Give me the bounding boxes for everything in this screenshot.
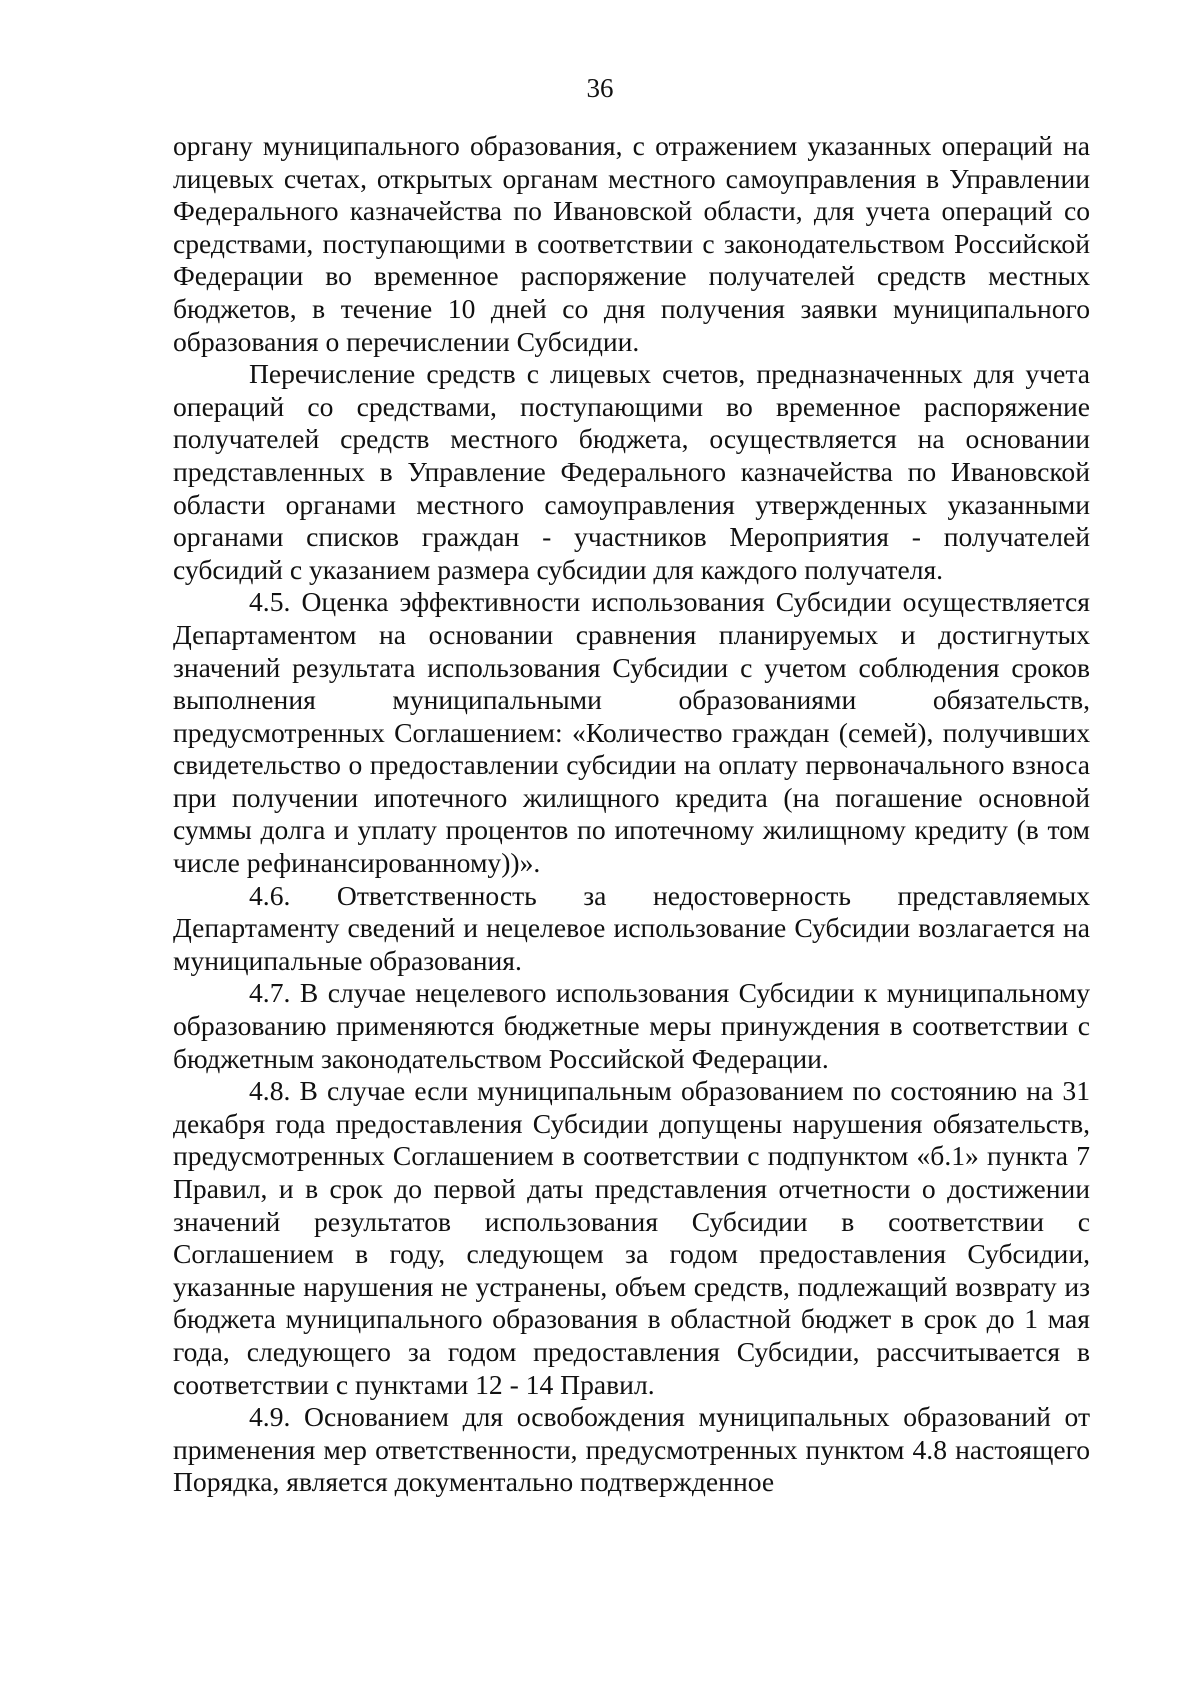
paragraph-4-5: 4.5. Оценка эффективности использования Субсидии осуществляется Департаментом на основании сравнения планируемых и достигнутых значений результата использования Субсидии с учетом соблюдения сроков выполнения муниципальными образованиями обязательств, предусмотренных Соглашением: «Количество граждан (семей), получивших свидетельство о предоставлении субсидии на оплату первоначального взноса при получении ипотечного жилищного кредита (на погашение основной суммы долга и уплату процентов по ипотечному жилищному кредиту (в том числе рефинансированному))».: [173, 586, 1090, 879]
paragraph-4-9: 4.9. Основанием для освобождения муниципальных образований от применения мер ответственности, предусмотренных пунктом 4.8 настоящего Порядка, является документально подтвержденное: [173, 1401, 1090, 1498]
paragraph-4-8: 4.8. В случае если муниципальным образованием по состоянию на 31 декабря года предоставления Субсидии допущены нарушения обязательств, предусмотренных Соглашением в соответствии с подпунктом «б.1» пункта 7 Правил, и в срок до первой даты представления отчетности о достижении значений результатов использования Субсидии в соответствии с Соглашением в году, следующем за годом предоставления Субсидии, указанные нарушения не устранены, объем средств, подлежащий возврату из бюджета муниципального образования в областной бюджет в срок до 1 мая года, следующего за годом предоставления Субсидии, рассчитывается в соответствии с пунктами 12 - 14 Правил.: [173, 1075, 1090, 1400]
paragraph-4-6: 4.6. Ответственность за недостоверность представляемых Департаменту сведений и нецелевое использование Субсидии возлагается на муниципальные образования.: [173, 879, 1090, 976]
paragraph-funds-transfer: Перечисление средств с лицевых счетов, предназначенных для учета операций со средствами, поступающими во временное распоряжение получателей средств местного бюджета, осуществляется на основании представленных в Управление Федерального казначейства по Ивановской области органами местного самоуправления утвержденных указанными органами списков граждан - участников Мероприятия - получателей субсидий с указанием размера субсидии для каждого получателя.: [173, 358, 1090, 585]
paragraph-continuation: органу муниципального образования, с отражением указанных операций на лицевых счетах, открытых органам местного самоуправления в Управлении Федерального казначейства по Ивановской области, для учета операций со средствами, поступающими в соответствии с законодательством Российской Федерации во временное распоряжение получателей средств местных бюджетов, в течение 10 дней со дня получения заявки муниципального образования о перечислении Субсидии.: [173, 130, 1090, 357]
paragraph-4-7: 4.7. В случае нецелевого использования Субсидии к муниципальному образованию применяются бюджетные меры принуждения в соответствии с бюджетным законодательством Российской Федерации.: [173, 977, 1090, 1074]
document-body: [173, 130, 1090, 1499]
page-number: 36: [586, 73, 614, 103]
